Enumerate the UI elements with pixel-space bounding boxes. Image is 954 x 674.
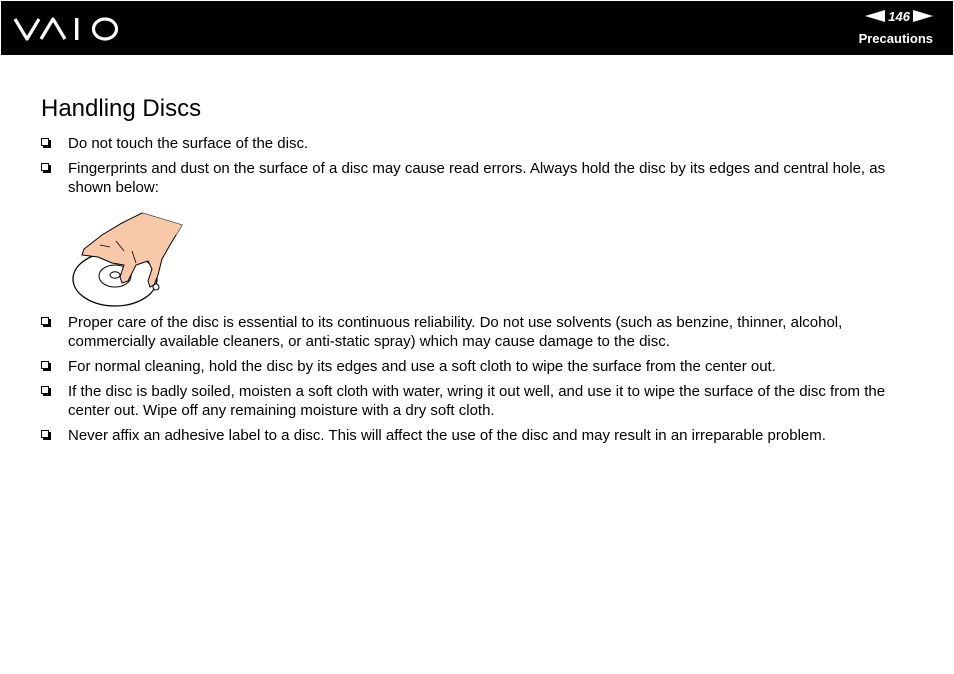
list-item-text: Do not touch the surface of the disc. xyxy=(68,135,309,152)
previous-page-arrow-icon[interactable] xyxy=(865,10,885,22)
list-item xyxy=(41,357,921,376)
bullet-list xyxy=(41,313,921,451)
next-page-arrow-icon[interactable] xyxy=(913,10,933,22)
hand-holding-disc-illustration xyxy=(70,211,192,309)
list-item xyxy=(41,382,921,420)
page-header xyxy=(1,1,953,55)
list-item-text: For normal cleaning, hold the disc by its edges and use a soft cloth to wipe the surface from the center out. xyxy=(68,358,776,375)
list-item-text: If the disc is badly soiled, moisten a soft cloth with water, wring it out well, and use it to wipe the surface of the disc from the center out. Wipe off any remaining moisture with a dry soft cloth. xyxy=(68,383,886,419)
checkbox-bullet-icon xyxy=(41,317,49,325)
checkbox-bullet-icon xyxy=(41,361,49,369)
checkbox-bullet-icon xyxy=(41,163,49,171)
list-item-text: Fingerprints and dust on the surface of a disc may cause read errors. Always hold the disc by its edges and central hole, as shown below: xyxy=(68,160,886,196)
checkbox-bullet-icon xyxy=(41,138,49,146)
list-item xyxy=(41,426,921,445)
section-label: Precautions xyxy=(858,31,933,46)
checkbox-bullet-icon xyxy=(41,386,49,394)
list-item xyxy=(41,134,921,153)
list-item xyxy=(41,313,921,351)
list-item-text: Proper care of the disc is essential to its continuous reliability. Do not use solvents (such as benzine, thinner, alcohol, commercially available cleaners, or anti-static spray) which may cause damage to the disc. xyxy=(68,314,843,350)
bullet-list xyxy=(41,134,921,203)
list-item-text: Never affix an adhesive label to a disc. This will affect the use of the disc and may result in an irreparable problem. xyxy=(68,427,826,444)
list-item xyxy=(41,159,921,197)
page-title: Handling Discs xyxy=(41,95,202,122)
vaio-logo xyxy=(13,15,121,43)
page-number: 146 xyxy=(888,8,910,24)
checkbox-bullet-icon xyxy=(41,430,49,438)
page-navigation xyxy=(865,7,933,25)
